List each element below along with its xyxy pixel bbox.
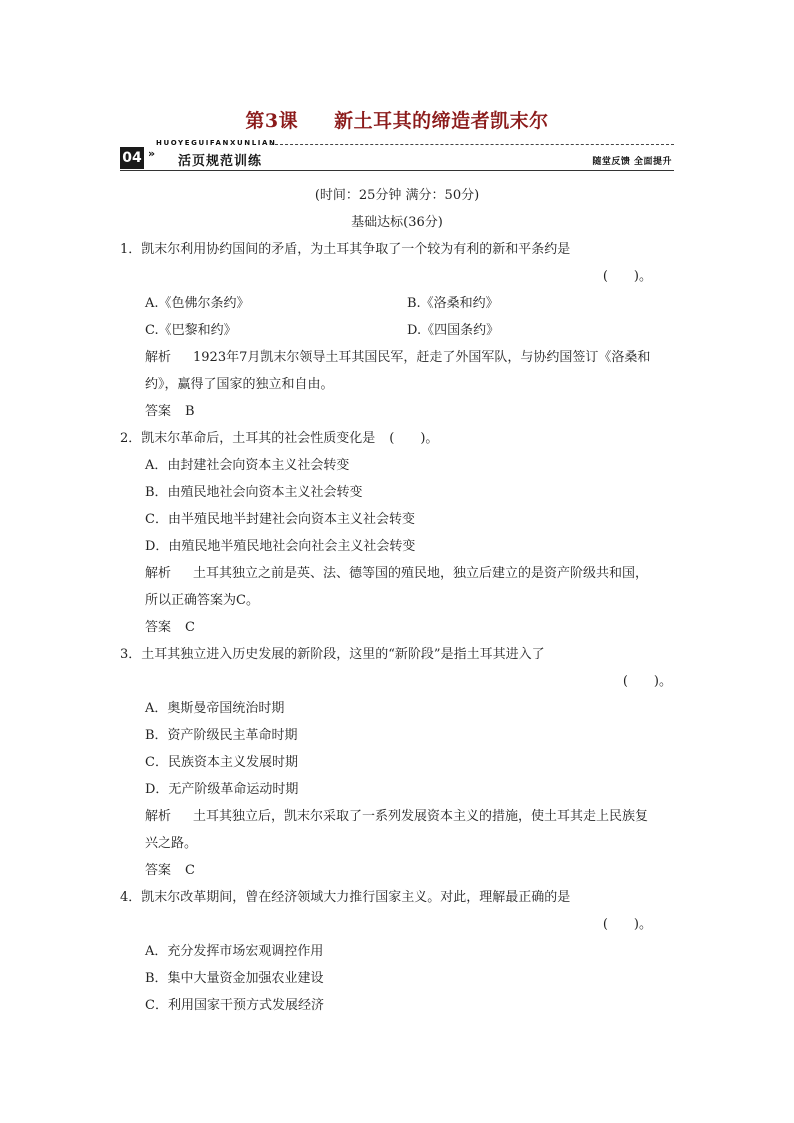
answer-line [120, 402, 674, 429]
question-1 [120, 240, 674, 429]
answer-value: B [185, 404, 195, 419]
option-b: B．集中大量资金加强农业建设 [145, 971, 324, 986]
answer-blank: ( )。 [602, 917, 652, 932]
question-4 [120, 888, 674, 1023]
page-title [0, 106, 794, 133]
lesson-topic: 新土耳其的缔造者凯末尔 [334, 110, 549, 132]
question-stem: 4．凯末尔改革期间，曾在经济领域大力推行国家主义。对此，理解最正确的是 [120, 890, 571, 905]
analysis-label: 解析 [145, 809, 172, 824]
option-b: B.《洛桑和约》 [407, 296, 499, 311]
lesson-number: 第3课 [245, 110, 299, 132]
question-stem: 3．土耳其独立进入历史发展的新阶段，这里的“新阶段”是指土耳其进入了 [120, 647, 545, 662]
answer-blank: ( )。 [389, 431, 439, 446]
analysis-line [120, 807, 674, 834]
question-2 [120, 429, 674, 645]
analysis-text: 1923年7月凯末尔领导土耳其国民军，赶走了外国军队，与协约国签订《洛桑和 [193, 350, 651, 365]
option-row [120, 294, 674, 321]
answer-value: C [185, 620, 195, 635]
banner-number-badge: 04 [120, 147, 144, 169]
question-stem: 2．凯末尔革命后，土耳其的社会性质变化是 [120, 431, 376, 446]
option-row [120, 321, 674, 348]
analysis-line [120, 348, 674, 375]
analysis-label: 解析 [145, 350, 172, 365]
banner-pinyin: HUOYEGUIFANXUNLIAN [156, 139, 277, 147]
option-a: A.《色佛尔条约》 [145, 296, 250, 311]
question-3 [120, 645, 674, 888]
option-c: C．民族资本主义发展时期 [145, 755, 298, 770]
answer-blank: ( )。 [622, 674, 672, 689]
answer-label: 答案 [145, 620, 172, 635]
exercise-content [120, 186, 674, 1023]
option-a: A．奥斯曼帝国统治时期 [145, 701, 285, 716]
banner-section-name: 活页规范训练 [178, 154, 263, 169]
answer-label: 答案 [145, 863, 172, 878]
analysis-text: 土耳其独立之前是英、法、德等国的殖民地，独立后建立的是资产阶级共和国， [193, 566, 649, 581]
section-heading: 基础达标(36分) [351, 215, 443, 230]
option-b: B．由殖民地社会向资本主义社会转变 [145, 485, 363, 500]
option-c: C.《巴黎和约》 [145, 323, 237, 338]
option-d: D.《四国条约》 [407, 323, 500, 338]
option-d: D．由殖民地半殖民地社会向社会主义社会转变 [145, 539, 416, 554]
option-d: D．无产阶级革命运动时期 [145, 782, 299, 797]
option-c: C．由半殖民地半封建社会向资本主义社会转变 [145, 512, 415, 527]
answer-value: C [185, 863, 195, 878]
analysis-text: 土耳其独立后，凯末尔采取了一系列发展资本主义的措施，使土耳其走上民族复 [193, 809, 649, 824]
banner-rule [120, 170, 674, 171]
time-info: (时间：25分钟 满分：50分) [314, 188, 480, 203]
answer-line [120, 861, 674, 888]
section-banner [120, 139, 674, 175]
analysis-text: 兴之路。 [145, 836, 198, 851]
answer-label: 答案 [145, 404, 172, 419]
banner-slogan: 随堂反馈 全面提升 [592, 157, 672, 167]
analysis-label: 解析 [145, 566, 172, 581]
option-b: B．资产阶级民主革命时期 [145, 728, 298, 743]
question-stem-row [120, 429, 674, 456]
analysis-text: 约》，赢得了国家的独立和自由。 [145, 377, 334, 392]
analysis-text: 所以正确答案为C。 [145, 593, 259, 608]
answer-line [120, 618, 674, 645]
option-c: C．利用国家干预方式发展经济 [145, 998, 324, 1013]
question-stem: 1．凯末尔利用协约国间的矛盾，为土耳其争取了一个较为有利的新和平条约是 [120, 242, 571, 257]
analysis-line [120, 564, 674, 591]
option-a: A．充分发挥市场宏观调控作用 [145, 944, 324, 959]
answer-blank: ( )。 [602, 269, 652, 284]
banner-dashed-line [270, 144, 674, 145]
chevron-icon: » [148, 147, 156, 160]
option-a: A．由封建社会向资本主义社会转变 [145, 458, 350, 473]
